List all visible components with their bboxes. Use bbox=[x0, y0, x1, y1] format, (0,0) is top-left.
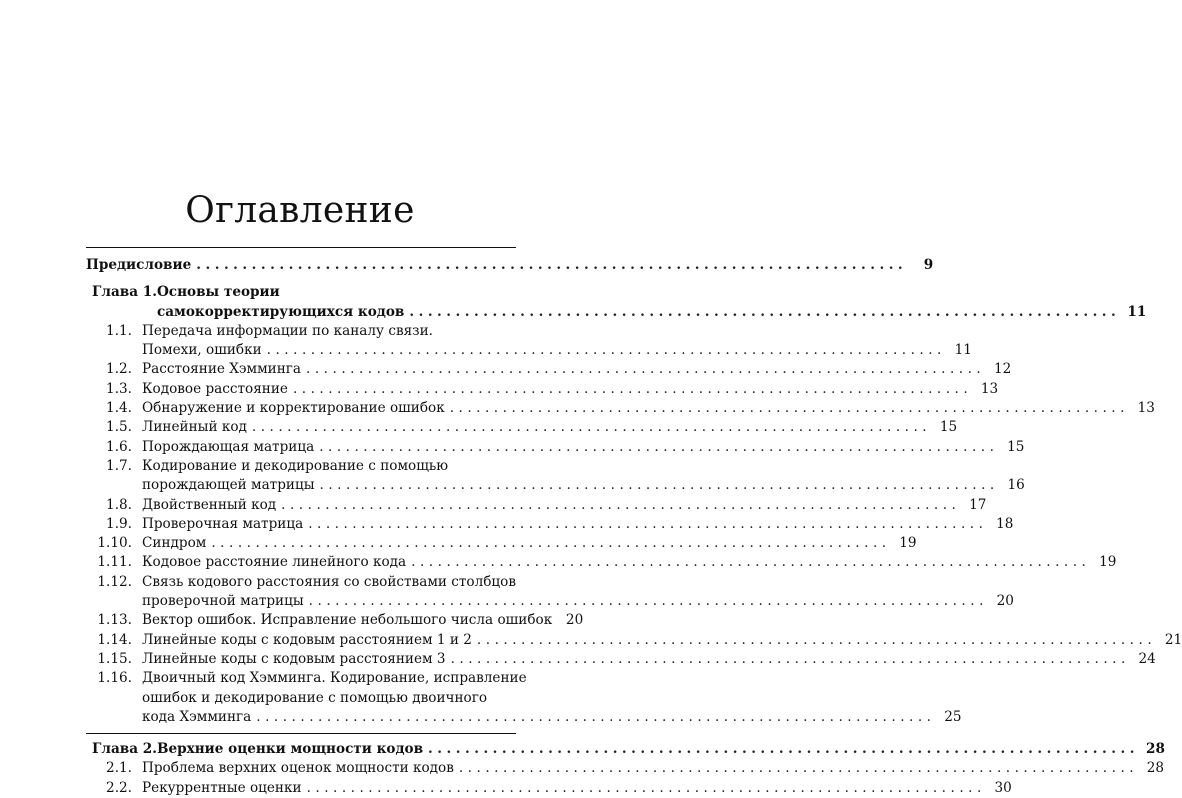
section-number: 1.9. bbox=[106, 515, 132, 532]
dot-leader: ............................................................................. bbox=[428, 741, 1139, 758]
section-title-line: Расстояние Хэмминга bbox=[142, 361, 302, 378]
section-number: 1.10. bbox=[97, 535, 132, 552]
section-title-line: Линейные коды с кодовым расстоянием 1 и 2 bbox=[142, 631, 472, 648]
dot-leader: ............................................................................. bbox=[306, 361, 986, 378]
section-number: 1.11. bbox=[97, 554, 132, 571]
dot-leader: ............................................................................. bbox=[411, 554, 1091, 571]
toc-section[interactable] bbox=[86, 573, 1014, 612]
dot-leader: ............................................................................. bbox=[251, 419, 932, 436]
section-number: 1.8. bbox=[106, 496, 132, 513]
section-page: 11 bbox=[954, 342, 972, 359]
chapter-2-number: Глава 2. bbox=[92, 741, 157, 758]
section-title-line: кода Хэмминга bbox=[142, 708, 252, 725]
preface-label: Предисловие bbox=[86, 257, 192, 273]
chapter-2-sections bbox=[86, 759, 1165, 798]
toc-section[interactable] bbox=[86, 779, 1012, 798]
toc-section[interactable] bbox=[86, 669, 962, 727]
section-number: 1.15. bbox=[97, 650, 132, 667]
toc-section[interactable] bbox=[86, 380, 999, 399]
section-page: 20 bbox=[996, 593, 1014, 610]
section-title-line: Порождающая матрица bbox=[142, 438, 315, 455]
dot-leader: ............................................................................. bbox=[319, 438, 999, 455]
dot-leader: ............................................................................. bbox=[256, 708, 936, 725]
page-title: Оглавление bbox=[185, 190, 415, 232]
section-page: 30 bbox=[994, 779, 1012, 796]
section-number: 1.12. bbox=[97, 573, 132, 590]
section-page: 12 bbox=[993, 361, 1012, 378]
section-page: 24 bbox=[1138, 650, 1156, 667]
section-title-line: Обнаружение и корректирование ошибок bbox=[142, 400, 445, 417]
toc-section[interactable] bbox=[86, 496, 987, 515]
toc-section[interactable] bbox=[86, 418, 958, 437]
dot-leader: ............................................................................. bbox=[308, 515, 988, 532]
section-title-line: Кодирование и декодирование с помощью bbox=[142, 457, 449, 474]
section-number: 1.6. bbox=[106, 438, 132, 455]
dot-leader: ............................................................................. bbox=[306, 779, 986, 796]
dot-leader: ............................................................................. bbox=[266, 342, 946, 359]
section-page: 13 bbox=[980, 380, 999, 397]
preface-page: 9 bbox=[923, 257, 934, 273]
chapter-2-page: 28 bbox=[1146, 741, 1165, 758]
section-number: 1.16. bbox=[97, 670, 132, 687]
section-page: 28 bbox=[1146, 760, 1165, 777]
chapter-2-title-line-1: Верхние оценки мощности кодов bbox=[156, 741, 424, 758]
section-number: 1.13. bbox=[97, 612, 132, 629]
chapter-1-number: Глава 1. bbox=[92, 284, 157, 301]
section-number: 1.2. bbox=[106, 361, 132, 378]
dot-leader: ............................................................................. bbox=[308, 593, 988, 610]
section-page: 13 bbox=[1137, 400, 1155, 417]
dot-leader: ............................................................................. bbox=[458, 760, 1139, 777]
section-title-line: ошибок и декодирование с помощью двоичного bbox=[142, 689, 488, 706]
dot-leader: ............................................................................. bbox=[409, 303, 1121, 320]
section-title-line: Линейный код bbox=[142, 419, 247, 436]
section-title-line: Кодовое расстояние линейного кода bbox=[142, 554, 407, 571]
toc-chapter-1[interactable] bbox=[86, 283, 1147, 322]
toc-section[interactable] bbox=[86, 457, 1025, 496]
dot-leader: ............................................................................. bbox=[281, 496, 961, 513]
dot-leader: ............................................................................. bbox=[319, 477, 999, 494]
dot-leader: ............................................................................. bbox=[211, 535, 891, 552]
toc-preface[interactable] bbox=[86, 256, 934, 275]
section-number: 1.5. bbox=[106, 419, 132, 436]
section-number: 1.3. bbox=[106, 380, 132, 397]
section-page: 18 bbox=[996, 515, 1014, 532]
section-title-line: Рекуррентные оценки bbox=[142, 779, 302, 796]
toc-section[interactable] bbox=[86, 611, 584, 630]
section-page: 17 bbox=[969, 496, 987, 513]
section-number: 1.14. bbox=[97, 631, 132, 648]
toc-section[interactable] bbox=[86, 322, 972, 361]
toc-section[interactable] bbox=[86, 631, 1182, 650]
section-title-line: Проверочная матрица bbox=[142, 515, 304, 532]
top-rule bbox=[86, 247, 516, 248]
section-title-line: Вектор ошибок. Исправление небольшого числа ошибок bbox=[142, 612, 553, 629]
dot-leader: ............................................................................. bbox=[450, 650, 1130, 667]
section-title-line: Двойственный код bbox=[142, 496, 277, 513]
chapter-1-title-line-2: самокорректирующихся кодов bbox=[156, 303, 405, 320]
section-page: 15 bbox=[1007, 438, 1025, 455]
dot-leader: ............................................................................. bbox=[449, 400, 1129, 417]
section-title-line: Двоичный код Хэмминга. Кодирование, исправление bbox=[142, 670, 527, 687]
toc-section[interactable] bbox=[86, 553, 1117, 572]
section-number: 1.1. bbox=[106, 322, 132, 339]
section-title-line: Синдром bbox=[142, 535, 207, 552]
chapter-1-title-line-1: Основы теории bbox=[156, 284, 280, 301]
dot-leader: ............................................................................. bbox=[196, 257, 908, 273]
toc-section[interactable] bbox=[86, 759, 1165, 778]
section-number: 2.1. bbox=[106, 760, 132, 777]
dot-leader: ............................................................................. bbox=[292, 380, 973, 397]
chapter-1-sections bbox=[86, 322, 1182, 727]
section-title-line: Линейные коды с кодовым расстоянием 3 bbox=[142, 650, 446, 667]
chapter-divider bbox=[86, 733, 516, 734]
section-title-line: проверочной матрицы bbox=[142, 593, 304, 610]
toc-section[interactable] bbox=[86, 650, 1156, 669]
section-number: 1.7. bbox=[106, 457, 132, 474]
section-number: 2.2. bbox=[106, 779, 132, 796]
table-of-contents bbox=[86, 254, 1182, 798]
section-title-line: Кодовое расстояние bbox=[142, 380, 288, 397]
section-page: 19 bbox=[1099, 554, 1117, 571]
section-page: 16 bbox=[1007, 477, 1025, 494]
toc-section[interactable] bbox=[86, 438, 1025, 457]
section-number: 1.4. bbox=[106, 400, 132, 417]
section-page: 19 bbox=[899, 535, 917, 552]
toc-chapter-2[interactable] bbox=[86, 740, 1165, 759]
section-title-line: Связь кодового расстояния со свойствами столбцов bbox=[142, 573, 516, 590]
toc-section[interactable] bbox=[86, 399, 1155, 418]
dot-leader: ............................................................................. bbox=[476, 631, 1157, 648]
toc-section[interactable] bbox=[86, 360, 1012, 379]
section-title-line: Проблема верхних оценок мощности кодов bbox=[142, 760, 454, 777]
section-page: 20 bbox=[565, 612, 584, 629]
section-page: 21 bbox=[1164, 631, 1182, 648]
toc-section[interactable] bbox=[86, 515, 1014, 534]
section-page: 25 bbox=[944, 708, 962, 725]
section-page: 15 bbox=[939, 419, 958, 436]
section-title-line: Передача информации по каналу связи. bbox=[142, 322, 433, 339]
section-title-line: Помехи, ошибки bbox=[142, 342, 262, 359]
toc-section[interactable] bbox=[86, 534, 917, 553]
chapter-1-page: 11 bbox=[1127, 303, 1147, 320]
section-title-line: порождающей матрицы bbox=[142, 477, 315, 494]
